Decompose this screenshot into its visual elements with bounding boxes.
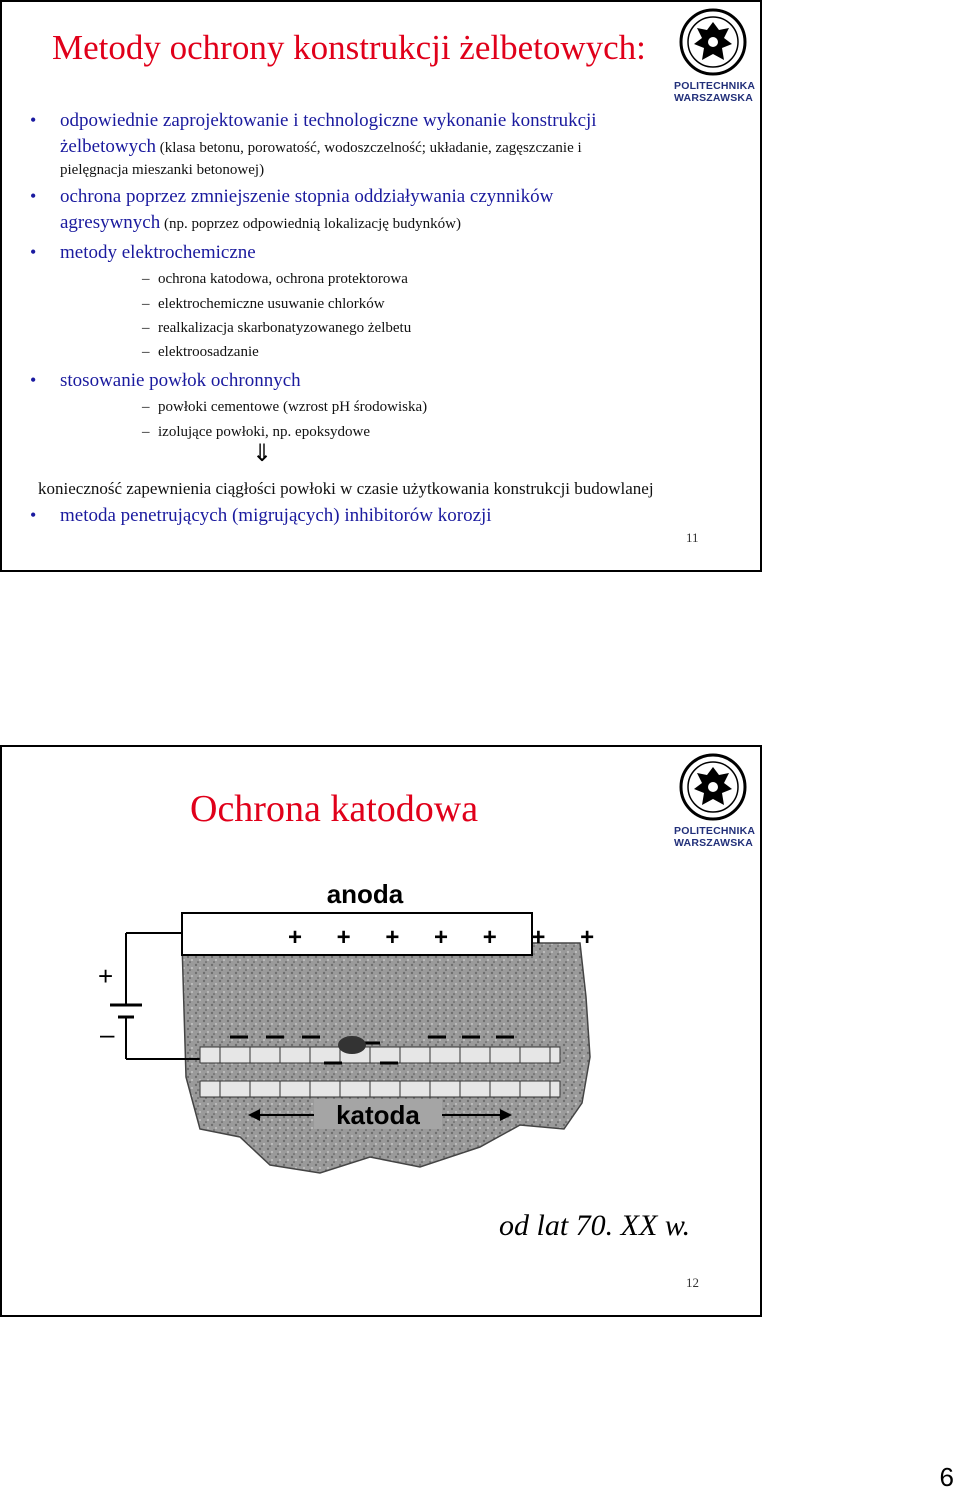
bullet-icon: • (30, 242, 37, 262)
logo-line2: WARSZAWSKA (674, 837, 753, 849)
cathode-label: katoda (336, 1100, 420, 1130)
bullet-line2 (60, 212, 461, 234)
bullet-icon: • (30, 186, 37, 206)
anode-plus-signs: + + + + + + + (288, 924, 609, 951)
bullet-icon: • (30, 370, 37, 390)
slide-title: Metody ochrony konstrukcji żelbetowych: (52, 28, 646, 67)
sub-item-text: ochrona katodowa, ochrona protektorowa (158, 271, 408, 287)
rebar-bottom (200, 1081, 560, 1097)
slide-page-number: 11 (686, 530, 699, 545)
bullet-text: metoda penetrujących (migrujących) inhibitorów korozji (60, 505, 492, 526)
corrosion-spot (338, 1036, 366, 1054)
eagle-emblem-icon (674, 8, 752, 78)
battery-plus: + (98, 961, 114, 991)
sub-item: – powłoki cementowe (wzrost pH środowiska) (142, 399, 428, 415)
battery-minus: – (100, 1019, 115, 1049)
sub-item-text: elektrochemiczne usuwanie chlorków (158, 296, 385, 312)
logo-line1: POLITECHNIKA (674, 80, 756, 92)
university-logo (674, 8, 756, 104)
date-note: od lat 70. XX w. (499, 1209, 691, 1242)
university-logo (674, 753, 756, 849)
eagle-emblem-icon (674, 753, 752, 823)
bullet-icon: • (30, 505, 37, 525)
sub-item-text: powłoki cementowe (wzrost pH środowiska) (158, 399, 428, 415)
bullet-text: odpowiednie zaprojektowanie i technologiczne wykonanie konstrukcji (60, 110, 597, 131)
cathodic-protection-diagram (90, 867, 610, 1197)
sub-item: – elektrochemiczne usuwanie chlorków (142, 296, 385, 312)
bullet-main: żelbetowych (60, 136, 157, 157)
sub-item-text: izolujące powłoki, np. epoksydowe (158, 424, 371, 440)
sub-item: – izolujące powłoki, np. epoksydowe (142, 424, 371, 440)
slide-12 (0, 745, 762, 1317)
sub-item: – realkalizacja skarbonatyzowanego żelbetu (142, 320, 412, 336)
bullet-detail: pielęgnacja mieszanki betonowej) (60, 162, 265, 178)
bullet-line2 (60, 136, 582, 158)
bullet-text: ochrona poprzez zmniejszenie stopnia oddziaływania czynników (60, 186, 554, 207)
document-page-number: 6 (939, 1462, 954, 1492)
slide-11 (0, 0, 762, 572)
sub-item-text: realkalizacja skarbonatyzowanego żelbetu (158, 320, 412, 336)
bullet-detail: (klasa betonu, porowatość, wodoszczelność; układanie, zagęszczanie i (156, 140, 582, 156)
slide-title: Ochrona katodowa (190, 788, 479, 830)
sub-item: – elektroosadzanie (142, 344, 259, 360)
bullet-line3 (60, 158, 264, 180)
logo-line1: POLITECHNIKA (674, 825, 756, 837)
rebar-top (200, 1047, 560, 1063)
anode-label: anoda (326, 879, 404, 909)
down-arrow-icon: ⇓ (252, 441, 273, 467)
bullet-text: metody elektrochemiczne (60, 242, 256, 263)
slide-page-number: 12 (686, 1275, 699, 1290)
logo-line2: WARSZAWSKA (674, 92, 753, 104)
sub-item: – ochrona katodowa, ochrona protektorowa (142, 271, 408, 287)
sub-item-text: elektroosadzanie (158, 344, 259, 360)
coating-note: konieczność zapewnienia ciągłości powłoki w czasie użytkowania konstrukcji budowlanej (38, 479, 654, 498)
bullet-main: agresywnych (60, 212, 161, 233)
bullet-detail: (np. poprzez odpowiednią lokalizację budynków) (160, 216, 461, 232)
bullet-text: stosowanie powłok ochronnych (60, 370, 301, 391)
bullet-icon: • (30, 110, 37, 130)
